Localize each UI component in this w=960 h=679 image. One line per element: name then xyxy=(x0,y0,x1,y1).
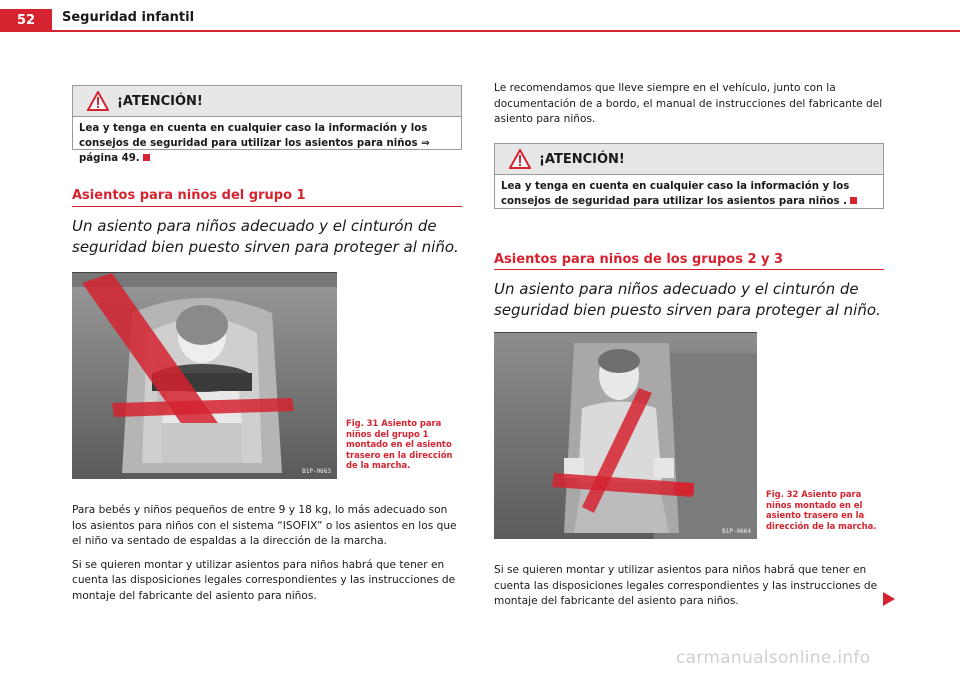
end-marker-icon xyxy=(850,197,857,204)
warning-text-content: Lea y tenga en cuenta en cualquier caso la información y los consejos de seguridad para utilizar los asientos para niños ⇒ página 49. xyxy=(79,123,430,164)
warning-box-right xyxy=(494,143,884,209)
section-rule-left xyxy=(72,206,462,207)
next-page-arrow-icon[interactable] xyxy=(883,592,895,606)
warning-text-content: Lea y tenga en cuenta en cualquier caso la información y los consejos de seguridad para utilizar los asientos para niños . xyxy=(501,181,850,207)
warning-title: ¡ATENCIÓN! xyxy=(539,151,625,167)
child-seat-group23-illustration xyxy=(494,333,757,539)
figure-32 xyxy=(494,332,757,539)
figure-code: B1P-0664 xyxy=(722,528,751,535)
section-rule-right xyxy=(494,269,884,270)
body-text-left xyxy=(72,503,464,612)
child-seat-group1-illustration xyxy=(72,273,337,479)
warning-text xyxy=(495,175,883,209)
figure-32-caption: Fig. 32 Asiento para niños montado en el asiento trasero en la dirección de la marcha. xyxy=(766,489,877,531)
warning-triangle-icon xyxy=(87,91,109,111)
chapter-title: Seguridad infantil xyxy=(62,10,195,25)
body-text-right xyxy=(494,563,886,618)
warning-title: ¡ATENCIÓN! xyxy=(117,93,203,109)
paragraph: Si se quieren montar y utilizar asientos para niños habrá que tener en cuenta las disposiciones legales correspondientes y las instrucciones de montaje del fabricante del asiento para niños. xyxy=(494,564,878,607)
page-header xyxy=(0,0,960,30)
watermark: carmanualsonline.info xyxy=(676,648,871,668)
warning-text xyxy=(73,117,461,166)
warning-box-left xyxy=(72,85,462,164)
lead-text-left: Un asiento para niños adecuado y el cinturón de seguridad bien puesto sirven para proteger al niño. xyxy=(72,217,459,256)
page-number: 52 xyxy=(0,9,52,31)
paragraph: Si se quieren montar y utilizar asientos para niños habrá que tener en cuenta las disposiciones legales correspondientes y las instrucciones de montaje del fabricante del asiento para niños. xyxy=(72,558,456,602)
warning-triangle-icon xyxy=(509,149,531,169)
section-title-group23: Asientos para niños de los grupos 2 y 3 xyxy=(494,252,784,267)
paragraph: Para bebés y niños pequeños de entre 9 y 18 kg, lo más adecuado son los asientos para niños con el sistema “ISOFIX” o los asientos en los que el niño va sentado de espaldas a la dirección de la marcha. xyxy=(72,504,457,547)
header-rule xyxy=(0,30,960,32)
warning-header xyxy=(495,144,883,175)
lead-text-right: Un asiento para niños adecuado y el cinturón de seguridad bien puesto sirven para proteger al niño. xyxy=(494,280,881,319)
section-title-group1: Asientos para niños del grupo 1 xyxy=(72,188,306,203)
paragraph: Le recomendamos que lleve siempre en el vehículo, junto con la documentación de a bordo, el manual de instrucciones del fabricante del asiento para niños. xyxy=(494,82,883,125)
figure-code: B1P-0663 xyxy=(302,468,331,475)
figure-31 xyxy=(72,272,337,479)
intro-text-right xyxy=(494,81,884,136)
figure-31-caption: Fig. 31 Asiento para niños del grupo 1 montado en el asiento trasero en la dirección de la marcha. xyxy=(346,418,453,471)
end-marker-icon xyxy=(143,154,150,161)
warning-header xyxy=(73,86,461,117)
